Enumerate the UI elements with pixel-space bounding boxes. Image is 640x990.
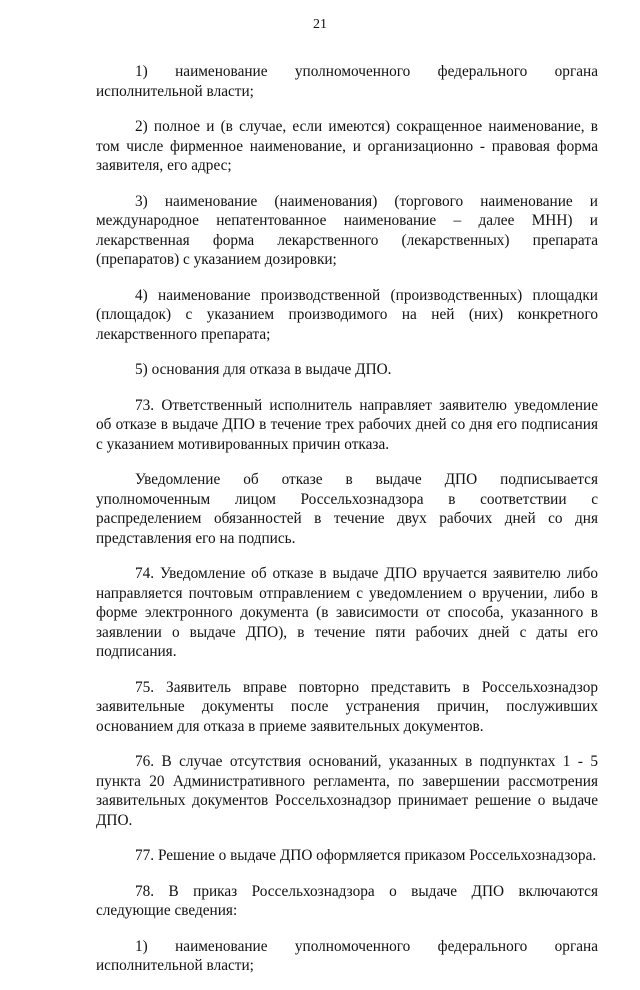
document-body: [96, 62, 598, 990]
paragraph-clause-77: 77. Решение о выдаче ДПО оформляется приказом Россельхознадзора.: [135, 847, 597, 864]
paragraph-notice-signing: Уведомление об отказе в выдаче ДПО подписывается уполномоченным лицом Россельхознадзора в соответствии с распределением обязанностей в течение двух рабочих дней со дня представления его на подпись.: [96, 471, 598, 547]
paragraph-clause-73: 73. Ответственный исполнитель направляет заявителю уведомление об отказе в выдаче ДПО в течение трех рабочих дней со дня его подписания с указанием мотивированных причин отказа.: [96, 396, 598, 453]
paragraph-clause-78-item-1: 1) наименование уполномоченного федерального органа исполнительной власти;: [96, 937, 598, 974]
paragraph-list-item-1: 1) наименование уполномоченного федерального органа исполнительной власти;: [96, 63, 598, 100]
paragraph-clause-75: 75. Заявитель вправе повторно представить в Россельхознадзор заявительные документы после устранения причин, послуживших основанием для отказа в приеме заявительных документов.: [96, 678, 598, 735]
paragraph-list-item-4: 4) наименование производственной (производственных) площадки (площадок) с указанием производимого на ней (них) конкретного лекарственного препарата;: [96, 286, 598, 343]
paragraph-clause-76: 76. В случае отсутствия оснований, указанных в подпунктах 1 - 5 пункта 20 Административного регламента, по завершении рассмотрения заявительных документов Россельхознадзор принимает решение о выдаче ДПО.: [96, 753, 598, 829]
paragraph-list-item-5: 5) основания для отказа в выдаче ДПО.: [135, 361, 392, 378]
paragraph-list-item-2: 2) полное и (в случае, если имеются) сокращенное наименование, в том числе фирменное наименование, и организационно - правовая форма заявителя, его адрес;: [96, 118, 598, 174]
paragraph-clause-78: 78. В приказ Россельхознадзора о выдаче ДПО включаются следующие сведения:: [96, 882, 598, 919]
paragraph-clause-74: 74. Уведомление об отказе в выдаче ДПО вручается заявителю либо направляется почтовым отправлением с уведомлением о вручении, либо в форме электронного документа (в зависимости от способа, указанного в заявлении о выдаче ДПО), в течение пяти рабочих дней с даты его подписания.: [96, 565, 598, 660]
paragraph-list-item-3: 3) наименование (наименования) (торгового наименование и международное непатентованное наименование – далее МНН) и лекарственная форма лекарственного (лекарственных) препарата (препаратов) с указанием дозировки;: [96, 192, 598, 268]
page-number: 21: [313, 17, 327, 32]
